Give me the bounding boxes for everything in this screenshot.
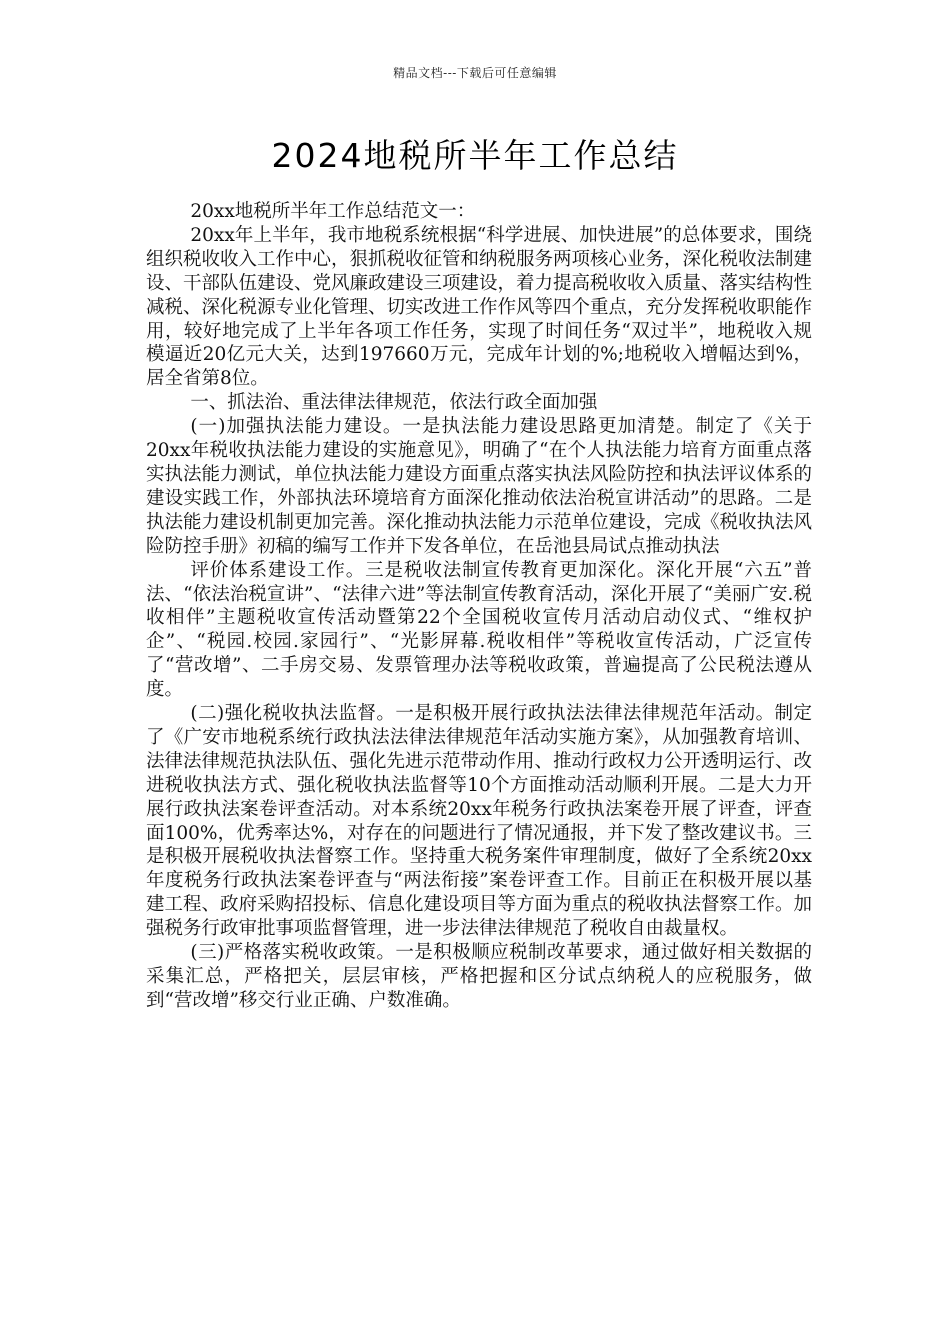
paragraph-continued: 评价体系建设工作。三是税收法制宣传教育更加深化。深化开展“六五”普法、“依法治税宣讲”、“法律六进”等法制宣传教育活动，深化开展了“美丽广安.税收相伴”主题税收宣传活动暨第22个全国税收宣传月活动启动仪式、“维权护企”、“税园.校园.家园行”、“光影屏幕.税收相伴”等税收宣传活动，广泛宣传了“营改增”、二手房交易、发票管理办法等税收政策，普遍提高了公民税法遵从度。 <box>146 559 812 701</box>
document-body <box>146 200 812 1013</box>
header-note: 精品文档---下载后可任意编辑 <box>393 66 557 80</box>
paragraph-summary: 20xx年上半年，我市地税系统根据“科学进展、加快进展”的总体要求，围绕组织税收收入工作中心，狠抓税收征管和纳税服务两项核心业务，深化税收法制建设、干部队伍建设、党风廉政建设三项建设，着力提高税收收入质量、落实结构性减税、深化税源专业化管理、切实改进工作作风等四个重点，充分发挥税收职能作用，较好地完成了上半年各项工作任务，实现了时间任务“双过半”，地税收入规模逼近20亿元大关，达到197660万元，完成年计划的%;地税收入增幅达到%，居全省第8位。 <box>146 224 813 390</box>
paragraph-intro: 20xx地税所半年工作总结范文一： <box>190 201 476 222</box>
paragraph-subsection-2: (二)强化税收执法监督。一是积极开展行政执法法律法律规范年活动。制定了《广安市地税系统行政执法法律法律规范年活动实施方案》，从加强教育培训、法律法律规范执法队伍、强化先进示范带动作用、推动行政权力公开透明运行、改进税收执法方式、强化税收执法监督等10个方面推动活动顺利开展。二是大力开展行政执法案卷评查活动。对本系统20xx年税务行政执法案卷开展了评查，评查面100%，优秀率达%，对存在的问题进行了情况通报，并下发了整改建议书。三是积极开展税收执法督察工作。坚持重大税务案件审理制度，做好了全系统20xx年度税务行政执法案卷评查与“两法衔接”案卷评查工作。目前正在积极开展以基建工程、政府采购招投标、信息化建设项目等方面为重点的税收执法督察工作。加强税务行政审批事项监督管理，进一步法律法律规范了税收自由裁量权。 <box>146 703 813 940</box>
paragraph-subsection-1: (一)加强执法能力建设。一是执法能力建设思路更加清楚。制定了《关于20xx年税收执法能力建设的实施意见》，明确了“在个人执法能力培育方面重点落实执法能力测试，单位执法能力建设方面重点落实执法风险防控和执法评议体系的建设实践工作，外部执法环境培育方面深化推动依法治税宣讲活动”的思路。二是执法能力建设机制更加完善。深化推动执法能力示范单位建设，完成《税收执法风险防控手册》初稿的编写工作并下发各单位，在岳池县局试点推动执法 <box>146 416 813 557</box>
document-title: 2024地税所半年工作总结 <box>271 136 679 175</box>
paragraph-subsection-3: (三)严格落实税收政策。一是积极顺应税制改革要求，通过做好相关数据的采集汇总，严格把关，层层审核，严格把握和区分试点纳税人的应税服务，做到“营改增”移交行业正确、户数准确。 <box>146 942 812 1011</box>
section-heading-1: 一、抓法治、重法律法律规范，依法行政全面加强 <box>190 392 598 414</box>
